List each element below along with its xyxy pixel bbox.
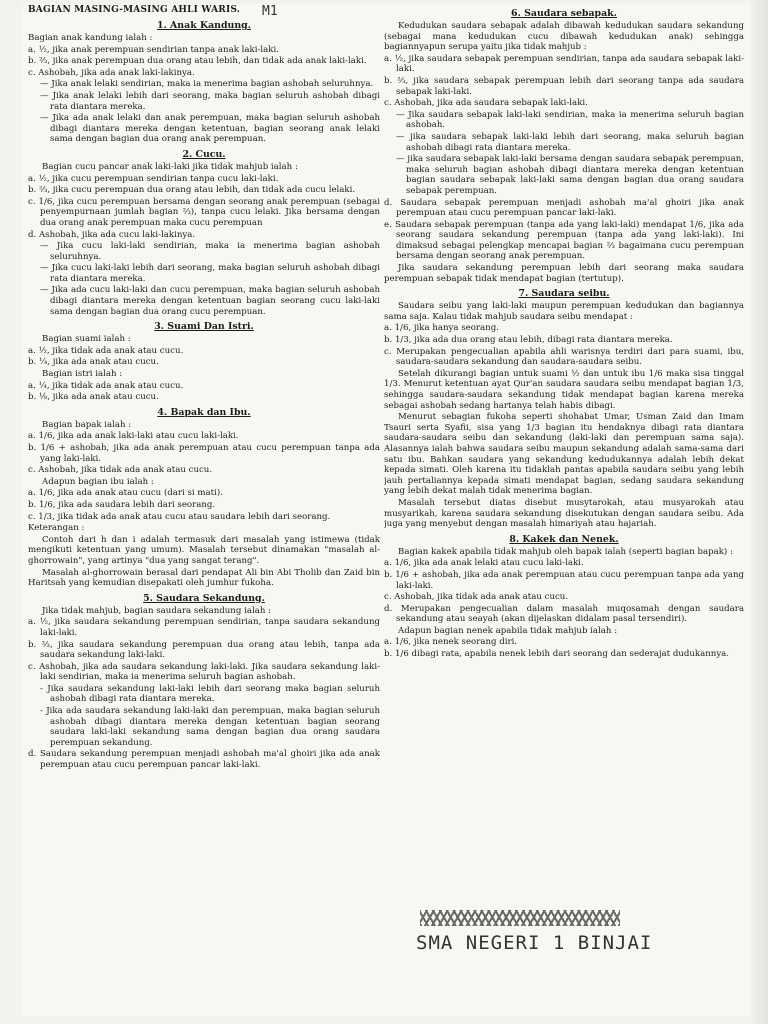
sub-item: — Jika anak lelaki lebih dari seorang, maka bagian seluruh ashobah dibagi rata diantara mereka. <box>40 90 380 112</box>
sub-item: — jika saudara sebapak laki-laki lebih dari seorang, maka seluruh bagian ashobah dibagi rata diantara mereka. <box>396 131 744 153</box>
sub-item: - Jika ada saudara sekandung laki-laki dan perempuan, maka bagian seluruh ashobah dibagi diantara mereka dengan ketentuan bagian seorang saudara laki-laki sekandung sama dengan bagian dua orang saudara perempuan sekandung. <box>40 706 380 748</box>
paragraph: Setelah dikurangi bagian untuk suami ½ dan untuk ibu 1/6 maka sisa tinggal 1/3. Menurut ketentuan ayat Qur'an saudara saudara seibu mendapat bagian 1/3, sehingga saudara-saudara sekandung tidak mendapat bagian karena mereka sebagai ashobah sedang hartanya telah habis dibagi. <box>384 368 744 411</box>
section-heading: 2. Cucu. <box>182 148 226 160</box>
section-heading: 1. Anak Kandung. <box>156 20 252 31</box>
list-item: b. 1/6 + ashobah, jika ada anak perempuan atau cucu perempuan tanpa ada yang laki-laki. <box>28 443 380 464</box>
list-item: b. 1/6 + ashobah, jika ada anak perempuan atau cucu perempuan tanpa ada yang laki-laki. <box>384 569 744 591</box>
list-item: d. Merupakan pengecualian dalam masalah muqosamah dengan saudara sekandung atau seayah (akan dijelaskan didalam pasal tersendiri). <box>384 603 744 625</box>
list-item: a. ¼, jika tidak ada anak atau cucu. <box>28 380 184 391</box>
list-item: c. Ashobah, jika tidak ada anak atau cucu. <box>384 592 569 603</box>
page-marker: M1 <box>262 4 278 19</box>
list-item: c. 1/3, jika tidak ada anak atau cucu atau saudara lebih dari seorang. <box>28 511 331 522</box>
list-item: b. 1/6, jika ada saudara lebih dari seorang. <box>28 499 216 510</box>
list-item: a. ½, jika anak perempuan sendirian tanpa anak laki-laki. <box>28 44 279 55</box>
list-item: a. 1/6, jika hanya seorang. <box>384 323 499 334</box>
list-item: b. ⅔, jika anak perempuan dua orang atau lebih, dan tidak ada anak laki-laki. <box>28 56 367 67</box>
list-item: a. ½, jika saudara sekandung perempuan sendirian, tanpa saudara sekandung laki-laki. <box>28 617 380 638</box>
paragraph: Kedudukan saudara sebapak adalah dibawah kedudukan saudara sekandung (sebagai mana kedudukan cucu dibawah kedudukan anak) sehingga bagiannyapun serupa yaitu jika tidak mahjub : <box>384 21 744 53</box>
list-item: c. Ashobah, jika tidak ada anak atau cucu. <box>28 465 213 476</box>
section-heading: 3. Suami Dan Istri. <box>154 321 254 333</box>
paragraph: Contoh dari h dan i adalah termasuk dari masalah yang istimewa (tidak mengikuti ketentuan yang umum). Masalah tersebut dinamakan "masalah al-ghorrowain", yang artinya "dua yang sangat terang". <box>28 534 380 566</box>
list-item: b. ⅔, jika cucu perempuan dua orang atau lebih, dan tidak ada cucu lelaki. <box>28 185 356 196</box>
sub-item: — jika saudara sebapak laki-laki bersama dengan saudara sebapak perempuan, maka seluruh bagian ashobah dibagi diantara mereka dengan ketentuan bagian saudara sebapak laki-laki sama dengan bagian dua orang saudara sebapak perempuan. <box>396 154 744 196</box>
right-column <box>384 4 744 1016</box>
list-item: c. Merupakan pengecualian apabila ahli warisnya terdiri dari para suami, ibu, saudara-saudara sekandung dan saudara-saudara seibu. <box>384 346 744 368</box>
list-item: d. Ashobah, jika ada cucu laki-lakinya. <box>28 229 196 240</box>
sub-item: - Jika saudara sekandung laki-laki lebih dari seorang maka bagian seluruh ashobah dibagi rata diantara mereka. <box>40 683 380 705</box>
list-item: d. Saudara sebapak perempuan menjadi ashobah ma'al ghoiri jika anak perempuan atau cucu perempuan pancar laki-laki. <box>384 197 744 219</box>
list-item: b. ⅛, jika ada anak atau cucu. <box>28 392 159 403</box>
paragraph: Bagian istri ialah : <box>42 369 123 380</box>
section-heading: 7. Saudara seibu. <box>518 288 610 300</box>
list-item: a. ½, jika saudara sebapak perempuan sendirian, tanpa ada saudara sebapak laki-laki. <box>384 53 744 75</box>
paragraph: Masalah tersebut diatas disebut musytarokah, atau musyarokah atau musyarikah, karena saudara sekandung disekutukan dengan saudara seibu. Ada juga yang menyebut dengan masalah himariyah atau hajariah. <box>384 497 744 530</box>
list-item: c. 1/6, jika cucu perempuan bersama dengan seorang anak perempuan (sebagai penyempurnaan jumlah bagian ⅔), tanpa cucu lelaki. Jika bersama dengan dua orang anak perempuan maka cucu perempuan <box>28 196 380 228</box>
paragraph: Bagian kakek apabila tidak mahjub oleh bapak ialah (seperti bagian bapak) : <box>398 546 733 557</box>
document-page <box>22 4 750 1016</box>
paragraph: Bagian suami ialah : <box>42 334 131 345</box>
sub-item: — Jika anak lelaki sendirian, maka ia menerima bagian ashobah seluruhnya. <box>40 79 374 90</box>
left-column <box>28 4 380 1016</box>
list-item: c. Ashobah, jika ada saudara sebapak laki-laki. <box>384 98 588 109</box>
sub-item: — Jika saudara sebapak laki-laki sendirian, maka ia menerima seluruh bagian ashobah. <box>396 109 744 131</box>
section-heading: 8. Kakek dan Nenek. <box>509 533 619 545</box>
scribble-mark <box>420 910 620 926</box>
list-item: c. Ashobah, jika ada saudara sekandung laki-laki. Jika saudara sekandung laki-laki sendirian, maka ia menerima seluruh bagian ashobah. <box>28 661 380 683</box>
page-shadow <box>750 0 768 1024</box>
section-heading: 6. Saudara sebapak. <box>511 8 617 19</box>
paragraph: Bagian cucu pancar anak laki-laki jika tidak mahjub ialah : <box>42 161 298 172</box>
sub-item: — Jika cucu laki-laki lebih dari seorang, maka bagian seluruh ashobah dibagi rata diantara mereka. <box>40 263 380 284</box>
list-item: b. 1/6 dibagi rata, apabila nenek lebih dari seorang dan sederajat dudukannya. <box>384 649 730 660</box>
list-item: a. 1/6, jika nenek seorang diri. <box>384 637 518 648</box>
list-item: a. 1/6, jika ada anak laki-laki atau cucu laki-laki. <box>28 431 239 442</box>
list-item: e. Saudara sebapak perempuan (tanpa ada yang laki-laki) mendapat 1/6, jika ada seorang saudara sekandung perempuan (tanpa ada yang laki-laki). Ini dimaksud sebagai pelengkap mencapai bagian ⅔ bagaimana cucu perempuan bersama dengan seorang anak perempuan. <box>384 219 744 262</box>
section-heading: 4. Bapak dan Ibu. <box>157 406 251 418</box>
list-item: Keterangan : <box>28 523 85 534</box>
list-item: a. 1/6, jika ada anak atau cucu (dari si mati). <box>28 488 223 499</box>
list-item: d. Saudara sekandung perempuan menjadi ashobah ma'al ghoiri jika ada anak perempuan atau cucu perempuan pancar laki-laki. <box>28 749 380 771</box>
school-signature: SMA NEGERI 1 BINJAI <box>416 932 653 954</box>
list-item: a. ½, jika tidak ada anak atau cucu. <box>28 345 184 356</box>
list-item: b. ⅔, jika saudara sekandung perempuan dua orang atau lebih, tanpa ada saudara sekandung laki-laki. <box>28 639 380 661</box>
list-item: b. 1/3, jika ada dua orang atau lebih, dibagi rata diantara mereka. <box>384 335 673 346</box>
section-heading: 5. Saudara Sekandung. <box>143 592 265 604</box>
list-item: a. ½, jika cucu perempuan sendirian tanpa cucu laki-laki. <box>28 173 279 184</box>
paragraph: Jika saudara sekandung perempuan lebih dari seorang maka saudara perempuan sebapak tidak mendapat bagian (tertutup). <box>384 263 744 284</box>
list-item: c. Ashobah, jika ada anak laki-lakinya. <box>28 67 195 78</box>
paragraph: Masalah al-ghorrowain berasal dari pendapat Ali bin Abi Tholib dan Zaid bin Haritsah yang kemudian disepakati oleh jumhur fukoha. <box>28 567 380 589</box>
paragraph: Saudara seibu yang laki-laki maupun perempuan kedudukan dan bagiannya sama saja. Kalau tidak mahjub saudara seibu mendapat : <box>384 301 744 322</box>
page-title: BAGIAN MASING-MASING AHLI WARIS. <box>28 5 241 15</box>
list-item: b. ¼, jika ada anak atau cucu. <box>28 357 159 368</box>
sub-item: — Jika ada cucu laki-laki dan cucu perempuan, maka bagian seluruh ashobah dibagi diantara mereka dengan ketentuan bagian seorang cucu laki-laki sama dengan bagian dua orang cucu perempuan. <box>40 285 380 317</box>
paragraph: Menurut sebagian fukoha seperti shohabat Umar, Usman Zaid dan Imam Tsauri serta Syafii, sisa yang 1/3 bagian itu hendaknya dibagi rata diantara saudara-saudara seibu dan sekandung (laki-laki dan perempuan sama saja). Alasannya ialah bahwa saudara seibu maupun sekandung adalah sama-sama dari satu ibu. Bahkan saudara yang sekandung kedudukannya adalah lebih dekat kepada simati. Oleh karena itu tidaklah pantas apabila saudara seibu yang lebih jauh pertaliannya kepada simati mendapat bagian, sedang saudara sekandung yang lebih dekat malah tidak menerima bagian. <box>384 412 744 497</box>
sub-item: — Jika ada anak lelaki dan anak perempuan, maka bagian seluruh ashobah dibagi diantara mereka dengan ketentuan, bagian seorang anak lelaki sama dengan bagian dua orang anak perempuan. <box>40 113 380 145</box>
paragraph: Adapun bagian ibu ialah : <box>42 476 154 487</box>
paragraph: Jika tidak mahjub, bagian saudara sekandung ialah : <box>42 605 271 616</box>
paragraph: Bagian bapak ialah : <box>42 419 132 430</box>
paragraph: Adapun bagian nenek apabila tidak mahjub ialah : <box>398 625 618 636</box>
list-item: Bagian anak kandung ialah : <box>28 33 153 43</box>
list-item: a. 1/6, jika ada anak lelaki atau cucu laki-laki. <box>384 558 584 569</box>
sub-item: — Jika cucu laki-laki sendirian, maka ia menerima bagian ashobah seluruhnya. <box>40 241 380 262</box>
list-item: b. ⅔, jika saudara sebapak perempuan lebih dari seorang tanpa ada saudara sebapak laki-laki. <box>384 75 744 97</box>
